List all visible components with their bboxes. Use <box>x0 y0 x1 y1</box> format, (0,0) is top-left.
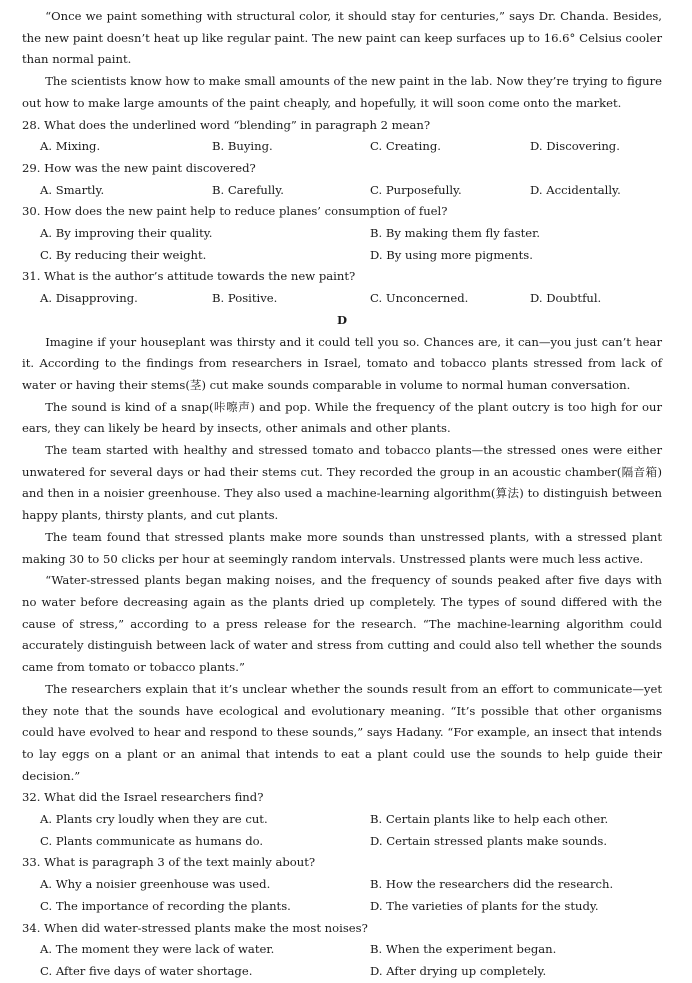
option-b: B. By making them fly faster. <box>370 226 541 241</box>
passage-paragraph: The team started with healthy and stressed tomato and tobacco plants—the stressed ones were either unwatered for several days or had their stems cut. They recorded the group in an acoustic chamber(隔音箱) and then in a noisier greenhouse. They also used a machine-learning algorithm(算法) to distinguish between happy plants, thirsty plants, and cut plants. <box>22 443 662 523</box>
option-b: B. Buying. <box>212 139 273 154</box>
option-c: C. After five days of water shortage. <box>40 963 253 978</box>
passage-paragraph: “Once we paint something with structural color, it should stay for centuries,” says Dr. Chanda. Besides, the new paint doesn’t heat up like regular paint. The new paint can keep surfaces up to 16.6° Celsius cooler than normal paint. <box>22 9 662 67</box>
option-a: A. Disapproving. <box>40 291 138 306</box>
option-c: C. Unconcerned. <box>370 291 469 306</box>
option-d: D. Accidentally. <box>530 182 621 197</box>
option-a: A. Mixing. <box>40 139 101 154</box>
question-stem: 30. How does the new paint help to reduce planes’ consumption of fuel? <box>22 204 448 219</box>
question-32 <box>22 787 662 852</box>
option-a: A. Why a noisier greenhouse was used. <box>40 877 271 892</box>
option-b: B. How the researchers did the research. <box>370 877 614 892</box>
option-b: B. When the experiment began. <box>370 942 557 957</box>
option-b: B. Certain plants like to help each other. <box>370 812 609 827</box>
passage-paragraph: The team found that stressed plants make more sounds than unstressed plants, with a stressed plant making 30 to 50 clicks per hour at seemingly random intervals. Unstressed plants were much less active. <box>22 529 662 566</box>
question-stem: 32. What did the Israel researchers find? <box>22 790 264 805</box>
question-stem: 31. What is the author’s attitude towards the new paint? <box>22 269 356 284</box>
question-stem: 33. What is paragraph 3 of the text mainly about? <box>22 855 316 870</box>
option-b: B. Positive. <box>212 291 278 306</box>
question-33 <box>22 852 662 917</box>
option-a: A. By improving their quality. <box>40 226 213 241</box>
passage-paragraph: The sound is kind of a snap(咔嚓声) and pop. While the frequency of the plant outcry is too high for our ears, they can likely be heard by insects, other animals and other plants. <box>22 399 662 436</box>
option-d: D. Certain stressed plants make sounds. <box>370 833 608 848</box>
passage-paragraph: The researchers explain that it’s unclear whether the sounds result from an effort to communicate—yet they note that the sounds have ecological and evolutionary meaning. “It’s possible that other organisms could have evolved to hear and respond to these sounds,” says Hadany. “For example, an insect that intends to lay eggs on a plant or an animal that intends to eat a plant could use the sounds to help guide their decision.” <box>22 681 662 783</box>
option-c: C. Plants communicate as humans do. <box>40 833 264 848</box>
question-29 <box>22 158 662 201</box>
passage-paragraph: The scientists know how to make small amounts of the new paint in the lab. Now they’re trying to figure out how to make large amounts of the paint cheaply, and hopefully, it will soon come onto the market. <box>22 74 662 110</box>
option-c: C. By reducing their weight. <box>40 247 207 262</box>
option-a: A. Plants cry loudly when they are cut. <box>40 812 268 827</box>
option-d: D. Doubtful. <box>530 291 602 306</box>
question-28 <box>22 115 662 158</box>
option-c: C. The importance of recording the plants. <box>40 898 291 913</box>
option-a: A. Smartly. <box>40 182 105 197</box>
question-stem: 29. How was the new paint discovered? <box>22 160 256 175</box>
question-stem: 34. When did water-stressed plants make the most noises? <box>22 920 368 935</box>
option-d: D. By using more pigments. <box>370 247 533 262</box>
option-d: D. Discovering. <box>530 139 620 154</box>
question-30 <box>22 201 662 266</box>
option-b: B. Carefully. <box>212 182 284 197</box>
passage-paragraph: “Water-stressed plants began making noises, and the frequency of sounds peaked after five days with no water before decreasing again as the plants dried up completely. The types of sound differed with the cause of stress,” according to a press release for the research. “The machine-learning algorithm could accurately distinguish between lack of water and stress from cutting and could also tell whether the sounds came from tomato or tobacco plants.” <box>22 573 662 675</box>
option-d: D. The varieties of plants for the study. <box>370 898 599 913</box>
option-c: C. Purposefully. <box>370 182 462 197</box>
option-c: C. Creating. <box>370 139 441 154</box>
question-31 <box>22 266 662 309</box>
section-heading: D <box>336 312 348 327</box>
passage-paragraph: Imagine if your houseplant was thirsty and it could tell you so. Chances are, it can—you just can’t hear it. According to the findings from researchers in Israel, tomato and tobacco plants stressed from lack of water or having their stems(茎) cut make sounds comparable in volume to normal human conversation. <box>22 334 662 392</box>
question-34 <box>22 918 662 983</box>
option-d: D. After drying up completely. <box>370 963 547 978</box>
option-a: A. The moment they were lack of water. <box>40 942 275 957</box>
question-stem: 28. What does the underlined word “blending” in paragraph 2 mean? <box>22 117 431 132</box>
